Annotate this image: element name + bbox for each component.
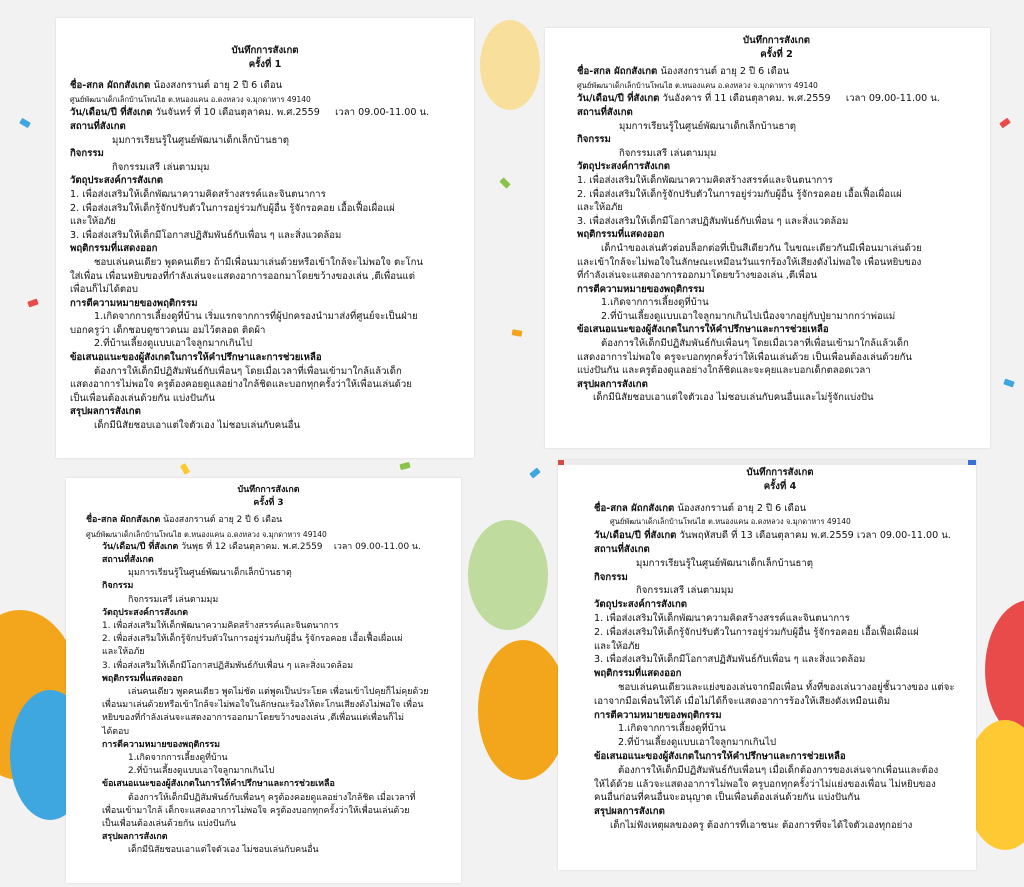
place-label: สถานที่สังเกต [577, 106, 633, 118]
summary-value: เด็กมีนิสัยชอบเอาแต่ใจตัวเอง ไม่ชอบเล่นกับคนอื่น [128, 845, 319, 856]
date-value: วันพุธ ที่ 12 เดือนตุลาคม. พ.ศ.2559 [181, 541, 323, 552]
objective-line: 3. เพื่อส่งเสริมให้เด็กมีโอกาสปฏิสัมพันธ์กับเพื่อน ๆ และสิ่งแวดล้อม [102, 660, 354, 671]
toolbar-blue-marker [968, 460, 976, 465]
summary-value: เด็กไม่ฟังเหตุผลของครู ต้องการที่เอาชนะ ต้องการที่จะได้ใจตัวเองทุกอย่าง [610, 819, 913, 831]
sheet-number: ครั้งที่ 4 [763, 480, 797, 492]
place-value: มุมการเรียนรู้ในศูนย์พัฒนาเด็กเล็กบ้านธาตุ [619, 120, 797, 132]
time-value: เวลา 09.00-11.00 น. [856, 530, 951, 542]
observer-value: น้องสงกรานต์ อายุ 2 ปี 6 เดือน [153, 80, 283, 92]
observer-label: ชื่อ-สกล ผัถกสังเกต [70, 80, 151, 92]
interpretation-line: 1.เกิดจากการเลี้ยงดูที่บ้าน [601, 297, 709, 309]
confetti [499, 177, 510, 188]
summary-label: สรุปผลการสังเกต [102, 832, 168, 843]
suggestion-line: แสดงอาการไม่พอใจ ครูต้องคอยดูแลอย่างใกล้ชิดและบอกทุกครั้งว่าให้เพื่อนเล่นด้วย [70, 379, 412, 391]
confetti [512, 329, 523, 337]
summary-label: สรุปผลการสังเกต [70, 406, 141, 418]
suggestion-line: ต้องการให้เด็กมีปฏิสัมพันธ์กับเพื่อนๆ โดยเมื่อเวลาที่เพื่อนเข้ามาใกล้แล้วเด็ก [601, 338, 909, 350]
behavior-line: เล่นคนเดียว พูดคนเดียว พูดไม่ชัด แต่พูดเป็นประโยค เพื่อนเข้าไปคุยก็ไม่คุยด้วย [128, 687, 429, 698]
suggestion-line: เป็นเพื่อนต้องเล่นด้วยกัน แบ่งปันกัน [102, 819, 237, 830]
time-value: เวลา 09.00-11.00 น. [845, 93, 940, 105]
behavior-label: พฤติกรรมที่แสดงออก [594, 668, 682, 680]
time-value: เวลา 09.00-11.00 น. [335, 107, 430, 119]
activity-value: กิจกรรมเสรี เล่นตามมุม [128, 594, 219, 605]
behavior-line: ชอบเล่นคนเดียว พูดคนเดียว ถ้ามีเพื่อนมาเล่นด้วยหรือเข้าใกล้จะไม่พอใจ ตะโกน [94, 256, 423, 268]
sheet-number: ครั้งที่ 3 [253, 498, 284, 509]
objective-line: 3. เพื่อส่งเสริมให้เด็กมีโอกาสปฏิสัมพันธ์กับเพื่อน ๆ และสิ่งแวดล้อม [594, 654, 866, 666]
objective-line: 2. เพื่อส่งเสริมให้เด็กรู้จักปรับตัวในการอยู่ร่วมกับผู้อื่น รู้จักรอคอย เอื้อเฟื้อเผื่อแผ่ [102, 634, 403, 645]
date-label: วัน/เดือน/ปี ที่สังเกต [102, 541, 179, 552]
center-address: ศูนย์พัฒนาเด็กเล็กบ้านโพนไฮ ต.หนองแคน อ.ดงหลวง จ.มุกดาหาร 49140 [577, 80, 818, 90]
activity-value: กิจกรรมเสรี เล่นตามมุม [619, 147, 717, 159]
behavior-line: หยิบของที่กำลังเล่นจะแสดงอาการออกมาโดยขว้างของเล่น ,ตีเพื่อนแต่เพื่อนก็ไม่ [102, 713, 404, 724]
observer-label: ชื่อ-สกล ผัถกสังเกต [86, 515, 161, 526]
date-label: วัน/เดือน/ปี ที่สังเกต [577, 93, 660, 105]
interpretation-label: การตีความหมายของพฤติกรรม [102, 739, 221, 750]
interpretation-line: 2.ที่บ้านเลี้ยงดูแบบเอาใจลูกมากเกินไป [94, 338, 253, 350]
activity-label: กิจกรรม [577, 134, 611, 146]
behavior-label: พฤติกรรมที่แสดงออก [70, 243, 158, 255]
behavior-label: พฤติกรรมที่แสดงออก [577, 229, 665, 241]
interpretation-line: บอกครูว่า เด็กชอบดูซาวดนม อมไว้ตลอด ติดผ้า [70, 324, 266, 336]
interpretation-line: 1.เกิดจากการเลี้ยงดูที่บ้าน [618, 723, 726, 735]
interpretation-line: 2.ที่บ้านเลี้ยงดูแบบเอาใจลูกมากเกินไป [128, 766, 275, 777]
place-value: มุมการเรียนรู้ในศูนย์พัฒนาเด็กเล็กบ้านธาตุ [636, 557, 814, 569]
center-address: ศูนย์พัฒนาเด็กเล็กบ้านโพนไฮ ต.หนองแคน อ.ดงหลวง จ.มุกดาหาร 49140 [86, 529, 327, 539]
suggestion-label: ข้อเสนอแนะของผู้สังเกตในการให้คำปรึกษาและการช่วยเหลือ [577, 324, 829, 336]
sheet-title: บันทึกการสังเกต [743, 35, 810, 46]
behavior-line: ใส่เพื่อน เพื่อนหยิบของที่กำลังเล่นจะแสดงอาการออกมาโดยขว้างของเล่น ,ตีเพื่อนแต่ [70, 270, 415, 282]
objective-line: และให้อภัย [102, 647, 145, 658]
objective-line: 1. เพื่อส่งเสริมให้เด็กพัฒนาความคิดสร้างสรรค์และจินตนาการ [70, 188, 326, 200]
confetti [27, 298, 38, 307]
behavior-line: เพื่อนมาเล่นด้วยหรือเข้าใกล้จะไม่พอใจในลักษณะร้องให้ตะโกนเสียงดังไม่พอใจ เพื่อน [102, 700, 424, 711]
suggestion-line: เป็นเพื่อนต้องเล่นด้วยกัน แบ่งปันกัน [70, 392, 215, 404]
behavior-line: เอาจากมือเพื่อนให้ได้ เมื่อไม่ได้ก็จะแสดงอาการร้องให้เสียงดังเหมือนเดิม [594, 695, 891, 707]
confetti [180, 463, 190, 475]
sheet-title: บันทึกการสังเกต [237, 485, 300, 495]
balloon-yellow-top [480, 20, 540, 110]
behavior-line: และเข้าใกล้จะไม่พอใจในลักษณะเหมือนวันแรกร้องให้เสียงดังไม่พอใจ เพื่อนหยิบของ [577, 256, 922, 268]
suggestion-label: ข้อเสนอแนะของผู้สังเกตในการให้คำปรึกษาและการช่วยเหลือ [102, 779, 335, 790]
interpretation-label: การตีความหมายของพฤติกรรม [577, 283, 705, 295]
summary-value: เด็กมีนิสัยชอบเอาแต่ใจตัวเอง ไม่ชอบเล่นกับคนอื่นและไม่รู้จักแบ่งปัน [593, 392, 874, 404]
sheet-title: บันทึกการสังเกต [231, 45, 299, 56]
place-value: มุมการเรียนรู้ในศูนย์พัฒนาเด็กเล็กบ้านธาตุ [112, 134, 290, 146]
objective-line: และให้อภัย [577, 202, 623, 214]
observer-value: น้องสงกรานต์ อายุ 2 ปี 6 เดือน [660, 66, 790, 78]
suggestion-line: ให้ได้ด้วย แล้วจะแสดงอาการไม่พอใจ ครูบอกทุกครั้งว่าไม่แย่งของเพื่อน ไม่หยิบของ [594, 778, 936, 790]
sheet-number: ครั้งที่ 2 [760, 48, 793, 60]
interpretation-line: 1.เกิดจากการเลี้ยงดูที่บ้าน เริ่มแรกจากการที่ผู้ปกครองนำมาส่งที่ศูนย์จะเป็นฝ่าย [94, 311, 418, 323]
objectives-label: วัตถุประสงค์การสังเกต [70, 175, 163, 187]
place-label: สถานที่สังเกต [594, 543, 650, 555]
activity-label: กิจกรรม [70, 148, 104, 160]
place-label: สถานที่สังเกต [102, 555, 154, 566]
objective-line: และให้อภัย [594, 640, 640, 652]
interpretation-line: 1.เกิดจากการเลี้ยงดูที่บ้าน [128, 753, 228, 764]
balloon-orange-mid [478, 640, 568, 780]
suggestion-line: แบ่งปันกัน และครูต้องดูแลอย่างใกล้ชิดและจะคุยและบอกเด็กตลอดเวลา [577, 365, 871, 377]
confetti [399, 462, 410, 470]
observer-value: น้องสงกรานต์ อายุ 2 ปี 6 เดือน [677, 502, 807, 514]
confetti [999, 118, 1011, 129]
observer-value: น้องสงกรานต์ อายุ 2 ปี 6 เดือน [163, 515, 283, 526]
objective-line: 1. เพื่อส่งเสริมให้เด็กพัฒนาความคิดสร้างสรรค์และจินตนาการ [577, 174, 833, 186]
date-label: วัน/เดือน/ปี ที่สังเกต [70, 107, 153, 119]
suggestion-line: แสดงอาการไม่พอใจ ครูจะบอกทุกครั้งว่าให้เพื่อนเล่นด้วย เป็นเพื่อนต้องเล่นด้วยกัน [577, 351, 912, 363]
behavior-line: ชอบเล่นคนเดียวและแย่งของเล่นจากมือเพื่อน ทั้งที่ของเล่นวางอยู่ชั้นวางของ แต่จะ [618, 681, 955, 693]
sheet-number: ครั้งที่ 1 [248, 58, 282, 70]
summary-label: สรุปผลการสังเกต [594, 806, 665, 818]
sheet-title: บันทึกการสังเกต [746, 467, 814, 478]
suggestion-line: ต้องการให้เด็กมีปฏิสัมพันธ์กับเพื่อนๆ เมื่อเด็กต้องการของเล่นจากเพื่อนและต้อง [618, 764, 939, 776]
date-value: วันพฤหัสบดี ที่ 13 เดือนตุลาคม พ.ศ.2559 [679, 530, 854, 542]
behavior-line: ที่กำลังเล่นจะแสดงอาการออกมาโดยขว้างของเล่น ,ตีเพื่อน [577, 270, 818, 282]
objective-line: 2. เพื่อส่งเสริมให้เด็กรู้จักปรับตัวในการอยู่ร่วมกับผู้อื่น รู้จักรอคอย เอื้อเฟื้อเผื่อแผ่ [70, 202, 395, 214]
activity-label: กิจกรรม [594, 571, 628, 583]
toolbar-red-marker [558, 460, 564, 465]
interpretation-label: การตีความหมายของพฤติกรรม [70, 297, 198, 309]
date-value: วันอังคาร ที่ 11 เดือนตุลาคม. พ.ศ.2559 [662, 93, 831, 105]
observer-label: ชื่อ-สกล ผัถกสังเกต [577, 66, 658, 78]
objectives-label: วัตถุประสงค์การสังเกต [102, 607, 189, 618]
objective-line: และให้อภัย [70, 216, 116, 228]
place-value: มุมการเรียนรู้ในศูนย์พัฒนาเด็กเล็กบ้านธาตุ [128, 568, 292, 579]
suggestion-label: ข้อเสนอแนะของผู้สังเกตในการให้คำปรึกษาและการช่วยเหลือ [594, 750, 846, 762]
behavior-line: เด็กนำของเล่นตัวต่อบล็อกต่อที่เป็นสีเดียวกัน ในขณะเดียวกันมีเพื่อนมาเล่นด้วย [601, 242, 922, 254]
confetti [19, 118, 31, 128]
observation-sheet-2 [545, 28, 990, 448]
window-toolbar-strip [558, 460, 976, 465]
center-address: ศูนย์พัฒนาเด็กเล็กบ้านโพนไฮ ต.หนองแคน อ.ดงหลวง จ.มุกดาหาร 49140 [610, 517, 851, 527]
balloon-red-right [985, 600, 1024, 740]
time-value: เวลา 09.00-11.00 น. [333, 541, 421, 552]
objectives-label: วัตถุประสงค์การสังเกต [594, 599, 687, 611]
observer-label: ชื่อ-สกล ผัถกสังเกต [594, 502, 675, 514]
objective-line: 3. เพื่อส่งเสริมให้เด็กมีโอกาสปฏิสัมพันธ์กับเพื่อน ๆ และสิ่งแวดล้อม [577, 215, 849, 227]
objective-line: 1. เพื่อส่งเสริมให้เด็กพัฒนาความคิดสร้างสรรค์และจินตนาการ [594, 612, 850, 624]
suggestion-line: ต้องการให้เด็กมีปฏิสัมพันธ์กับเพื่อนๆ ครูต้องคอยดูแลอย่างใกล้ชิด เมื่อเวลาที่ [128, 792, 416, 803]
suggestion-label: ข้อเสนอแนะของผู้สังเกตในการให้คำปรึกษาและการช่วยเหลือ [70, 352, 322, 364]
behavior-line: ได้ตอบ [102, 726, 129, 737]
objective-line: 2. เพื่อส่งเสริมให้เด็กรู้จักปรับตัวในการอยู่ร่วมกับผู้อื่น รู้จักรอคอย เอื้อเฟื้อเผื่อแผ่ [577, 188, 902, 200]
date-value: วันจันทร์ ที่ 10 เดือนตุลาคม. พ.ศ.2559 [155, 107, 320, 119]
behavior-line: เพื่อนก็ไม่ได้ตอบ [70, 284, 139, 296]
activity-value: กิจกรรมเสรี เล่นตามมุม [112, 161, 210, 173]
balloon-green-mid [468, 520, 548, 630]
suggestion-line: เพื่อนเข้ามาใกล้ เด็กจะแสดงอาการไม่พอใจ ครูต้องบอกทุกครั้งว่าให้เพื่อนเล่นด้วย [102, 805, 410, 816]
objective-line: 2. เพื่อส่งเสริมให้เด็กรู้จักปรับตัวในการอยู่ร่วมกับผู้อื่น รู้จักรอคอย เอื้อเฟื้อเผื่อแผ่ [594, 626, 919, 638]
summary-label: สรุปผลการสังเกต [577, 378, 648, 390]
suggestion-line: คนอื่นก่อนที่คนอื่นจะอนุญาต เป็นเพื่อนต้องเล่นด้วยกัน แบ่งปันกัน [594, 792, 860, 804]
behavior-label: พฤติกรรมที่แสดงออก [102, 673, 183, 684]
suggestion-line: ต้องการให้เด็กมีปฏิสัมพันธ์กับเพื่อนๆ โดยเมื่อเวลาที่เพื่อนเข้ามาใกล้แล้วเด็ก [94, 365, 402, 377]
objective-line: 1. เพื่อส่งเสริมให้เด็กพัฒนาความคิดสร้างสรรค์และจินตนาการ [102, 621, 339, 632]
summary-value: เด็กมีนิสัยชอบเอาแต่ใจตัวเอง ไม่ชอบเล่นกับคนอื่น [94, 420, 301, 432]
place-label: สถานที่สังเกต [70, 120, 126, 132]
date-label: วัน/เดือน/ปี ที่สังเกต [594, 530, 677, 542]
observation-sheet-1 [56, 18, 474, 458]
confetti [1003, 378, 1014, 387]
center-address: ศูนย์พัฒนาเด็กเล็กบ้านโพนไฮ ต.หนองแคน อ.ดงหลวง จ.มุกดาหาร 49140 [70, 94, 311, 104]
activity-label: กิจกรรม [102, 581, 134, 592]
objectives-label: วัตถุประสงค์การสังเกต [577, 161, 670, 173]
observation-sheet-4 [558, 460, 976, 870]
objective-line: 3. เพื่อส่งเสริมให้เด็กมีโอกาสปฏิสัมพันธ์กับเพื่อน ๆ และสิ่งแวดล้อม [70, 229, 342, 241]
activity-value: กิจกรรมเสรี เล่นตามมุม [636, 585, 734, 597]
observation-sheet-3 [66, 478, 461, 883]
confetti [529, 467, 541, 478]
interpretation-label: การตีความหมายของพฤติกรรม [594, 709, 722, 721]
interpretation-line: 2.ที่บ้านเลี้ยงดูแบบเอาใจลูกมากเกินไป [618, 737, 777, 749]
interpretation-line: 2.ที่บ้านเลี้ยงดูแบบเอาใจลูกมากเกินไปเนื่องจากอยู่กับปู่ยามากกว่าพ่อแม่ [601, 310, 896, 322]
